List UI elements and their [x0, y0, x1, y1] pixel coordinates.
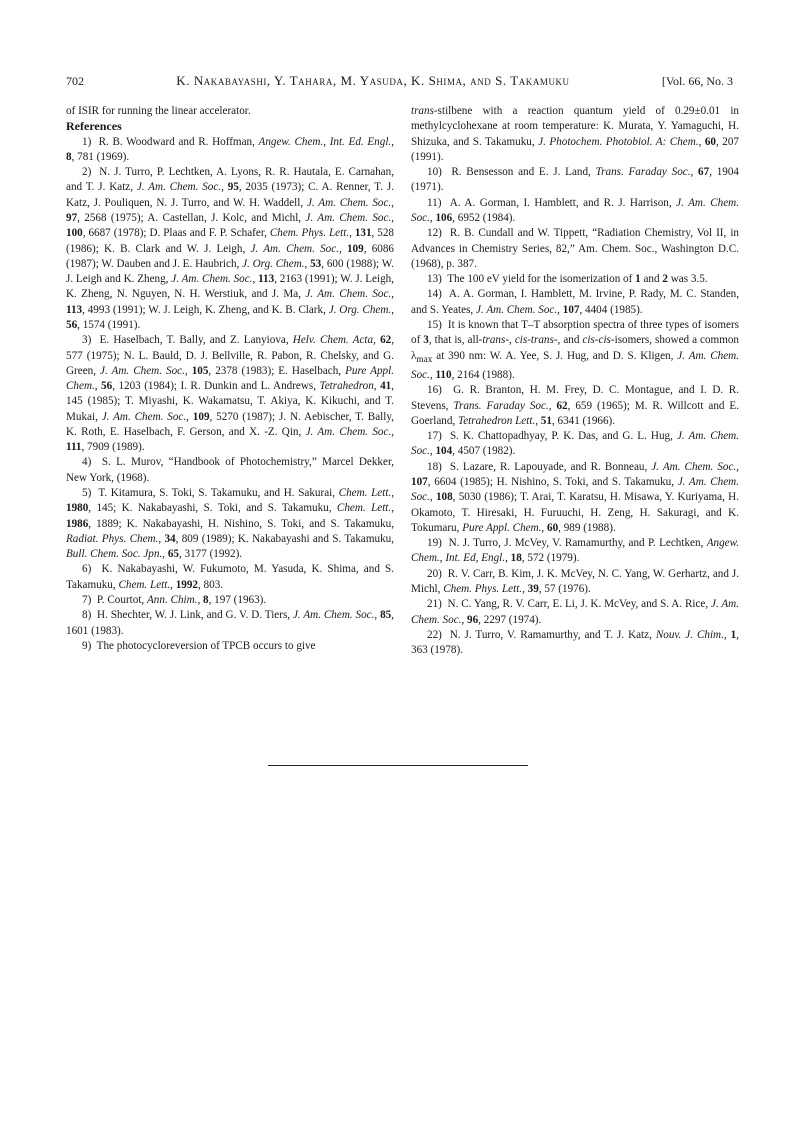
reference-11: 11) A. A. Gorman, I. Hamblett, and R. J. Harrison, J. Am. Chem. Soc., 106, 6952 (1984).	[411, 196, 739, 224]
header-authors: K. Nakabayashi, Y. Tahara, M. Yasuda, K. Shima, and S. Takamuku	[176, 73, 570, 88]
reference-18: 18) S. Lazare, R. Lapouyade, and R. Bonneau, J. Am. Chem. Soc., 107, 6604 (1985); H. Nishino, S. Toki, and S. Takamuku, J. Am. Chem. Soc., 108, 5030 (1986); T. Arai, T. Karatsu, H. Misawa, Y. Kuriyama, H. Okamoto, T. Hiresaki, H. Furuuchi, H. Zeng, H. Sakuragi, and K. Tokumaru, Pure Appl. Chem., 60, 989 (1988).	[411, 460, 740, 534]
running-header	[66, 73, 733, 89]
reference-5: 5) T. Kitamura, S. Toki, S. Takamuku, and H. Sakurai, Chem. Lett., 1980, 145; K. Nakabayashi, S. Toki, and S. Takamuku, Chem. Lett., 1986, 1889; K. Nakabayashi, H. Nishino, S. Toki, and S. Takamuku, Radiat. Phys. Chem., 34, 809 (1989); K. Nakabayashi and S. Takamuku, Bull. Chem. Soc. Jpn., 65, 3177 (1992).	[66, 487, 395, 561]
reference-17: 17) S. K. Chattopadhyay, P. K. Das, and G. L. Hug, J. Am. Chem. Soc., 104, 4507 (1982).	[411, 430, 739, 458]
reference-8: 8) H. Shechter, W. J. Link, and G. V. D. Tiers, J. Am. Chem. Soc., 85, 1601 (1983).	[66, 609, 395, 637]
left-column	[66, 104, 394, 654]
reference-4: 4) S. L. Murov, “Handbook of Photochemistry,” Marcel Dekker, New York, (1968).	[66, 456, 394, 484]
reference-14: 14) A. A. Gorman, I. Hamblett, M. Irvine, P. Rady, M. C. Standen, and S. Yeates, J. Am. Chem. Soc., 107, 4404 (1985).	[411, 288, 739, 316]
reference-2: 2) N. J. Turro, P. Lechtken, A. Lyons, R. R. Hautala, E. Carnahan, and T. J. Katz, J. Am. Chem. Soc., 95, 2035 (1973); C. A. Renner, T. J. Katz, J. Pouliquen, N. J. Turro, and W. H. Waddell, J. Am. Chem. Soc., 97, 2568 (1975); A. Castellan, J. Kolc, and Michl, J. Am. Chem. Soc., 100, 6687 (1978); D. Plaas and F. P. Schafer, Chem. Phys. Lett., 131, 528 (1986); K. B. Clark and W. J. Leigh, J. Am. Chem. Soc., 109, 6086 (1987); W. Dauben and J. E. Haubrich, J. Org. Chem., 53, 600 (1988); W. J. Leigh and K. Zheng, J. Am. Chem. Soc., 113, 2163 (1991); W. J. Leigh, K. Zheng, N. Nguyen, N. H. Werstiuk, and J. Ma, J. Am. Chem. Soc., 113, 4993 (1991); W. J. Leigh, K. Zheng, and K. B. Clark, J. Org. Chem., 56, 1574 (1991).	[66, 166, 395, 331]
end-rule	[268, 765, 528, 766]
reference-15: 15) It is known that T–T absorption spectra of three types of isomers of 3, that is, all-trans-, cis-trans-, and cis-cis-isomers, showed a common $\lambda_{max}$ at 390 nm: W. A. Yee, S. J. Hug, and D. S. Kligen, J. Am. Chem. Soc., 110, 2164 (1988).	[411, 318, 739, 381]
reference-16: 16) G. R. Branton, H. M. Frey, D. C. Montague, and I. D. R. Stevens, Trans. Faraday Soc., 62, 659 (1965); M. R. Willcott and E. Goerland, Tetrahedron Lett., 51, 6341 (1966).	[411, 384, 740, 427]
reference-6: 6) K. Nakabayashi, W. Fukumoto, M. Yasuda, K. Shima, and S. Takamuku, Chem. Lett., 1992, 803.	[66, 563, 394, 591]
reference-20: 20) R. V. Carr, B. Kim, J. K. McVey, N. C. Yang, W. Gerhartz, and J. Michl, Chem. Phys. Lett., 39, 57 (1976).	[411, 567, 739, 595]
reference-1: 1) R. B. Woodward and R. Hoffman, Angew. Chem., Int. Ed. Engl., 8, 781 (1969).	[66, 135, 394, 163]
reference-7: 7) P. Courtot, Ann. Chim., 8, 197 (1963).	[82, 594, 267, 606]
reference-9: 9) The photocycloreversion of TPCB occurs to give	[82, 639, 316, 652]
acknowledgment-text: of ISIR for running the linear accelerator.	[66, 105, 251, 117]
page-number: 702	[66, 74, 84, 88]
reference-22: 22) N. J. Turro, V. Ramamurthy, and T. J. Katz, Nouv. J. Chim., 1, 363 (1978).	[411, 628, 740, 657]
journal-volume: [Vol. 66, No. 3	[661, 74, 733, 88]
references-heading: References	[66, 119, 122, 134]
reference-12: 12) R. B. Cundall and W. Tippett, “Radiation Chemistry, Vol II, in Advances in Chemistry Series, 82,” Am. Chem. Soc., Washington D.C. (1968), p. 387.	[411, 227, 739, 270]
reference-19: 19) N. J. Turro, J. McVey, V. Ramamurthy, and P. Lechtken, Angew. Chem., Int. Ed, Engl., 18, 572 (1979).	[411, 537, 739, 565]
reference-10: 10) R. Bensesson and E. J. Land, Trans. Faraday Soc., 67, 1904 (1971).	[411, 166, 740, 194]
reference-21: 21) N. C. Yang, R. V. Carr, E. Li, J. K. McVey, and S. A. Rice, J. Am. Chem. Soc., 96, 2297 (1974).	[411, 598, 740, 626]
reference-9-continued: trans-stilbene with a reaction quantum yield of 0.29±0.01 in methylcyclohexane at room temperature: K. Murata, Y. Yamaguchi, H. Shizuka, and S. Takamuku, J. Photochem. Photobiol. A: Chem., 60, 207 (1991).	[411, 105, 739, 163]
reference-13: 13) The 100 eV yield for the isomerization of 1 and 2 was 3.5.	[427, 273, 708, 286]
reference-3: 3) E. Haselbach, T. Bally, and Z. Lanyiova, Helv. Chem. Acta, 62, 577 (1975); N. L. Bauld, D. J. Bellville, R. Pabon, R. Chelsky, and G. Green, J. Am. Chem. Soc., 105, 2378 (1983); E. Haselbach, Pure Appl. Chem., 56, 1203 (1984); I. R. Dunkin and L. Andrews, Tetrahedron, 41, 145 (1985); T. Miyashi, K. Wakamatsu, T. Akiya, K. Kikuchi, and T. Mukai, J. Am. Chem. Soc., 109, 5270 (1987); J. N. Aebischer, T. Bally, K. Roth, E. Haselbach, F. Gerson, and X. -Z. Qin, J. Am. Chem. Soc., 111, 7909 (1989).	[66, 334, 394, 454]
right-column	[411, 104, 739, 658]
